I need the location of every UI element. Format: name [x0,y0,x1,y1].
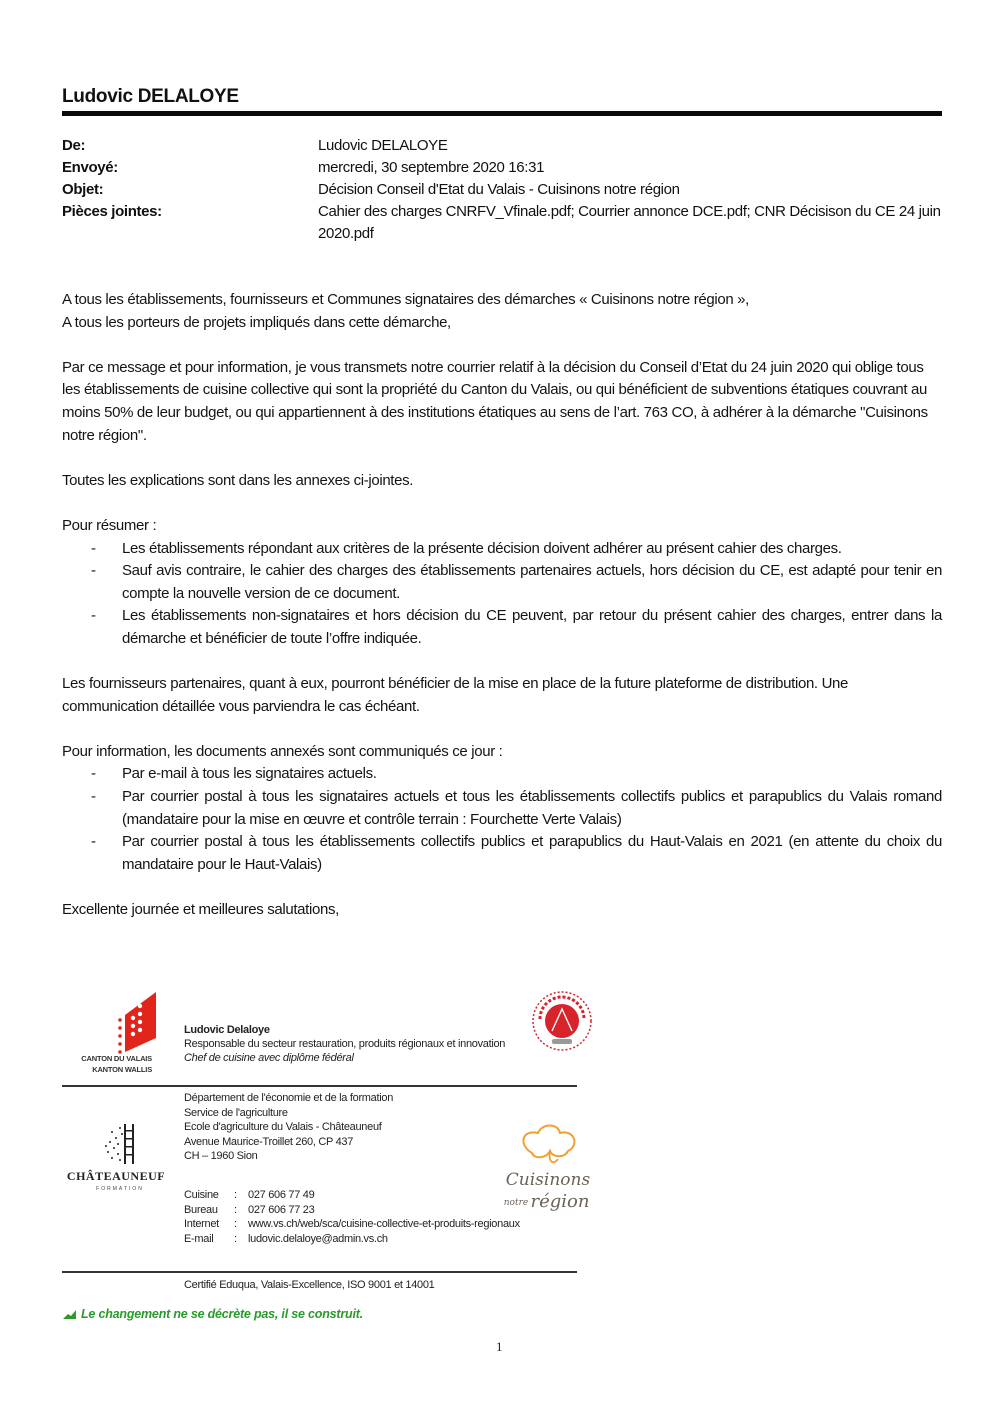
info-item: - Par courrier postal à tous les établissements collectifs publics et parapublics du Haut-Valais en 2021 (en attente du choix du mandataire pour le Haut-Valais) [91,833,942,873]
subject-value: Décision Conseil d'Etat du Valais - Cuisinons notre région [318,181,680,198]
plant-icon [62,1308,78,1320]
title-divider [62,111,942,116]
chateauneuf-logo-icon [62,1120,174,1200]
dash-bullet: - [91,562,96,580]
closing-line: Excellente journée et meilleures salutations, [62,901,339,919]
sent-value: mercredi, 30 septembre 2020 16:31 [318,159,545,176]
info-intro: Pour information, les documents annexés sont communiqués ce jour : [62,742,503,760]
svg-text:notre: notre [503,1198,529,1208]
signature-address: Département de l'économie et de la formation Service de l'agriculture Ecole d'agriculture du Valais - Châteauneuf Avenue Maurice-Troillet 260, CP 437 CH – 1960 Sion [184,1092,394,1162]
canton-logo-text: CANTON DU VALAIS KANTON WALLIS [81,1054,152,1074]
dash-bullet: - [91,607,96,625]
office-phone[interactable]: 027 606 77 23 [248,1203,315,1216]
document-title: Ludovic DELALOYE [62,86,239,107]
signature-name: Ludovic Delaloye [184,1024,270,1036]
info-item: - Par courrier postal à tous les signataires actuels et tous les établissements collectifs publics et parapublics du Valais romand (mandataire pour la mise en œuvre et contrôle terrain : Fourchette Verte Valais) [91,788,942,828]
summary-list [62,538,942,651]
summary-item: - Les établissements non-signataires et hors décision du CE peuvent, par retour du présent cahier des charges, entrer dans la démarche et bénéficier de toute l’offre indiquée. [91,607,942,647]
contact-row-office: Bureau : 027 606 77 23 [184,1203,315,1216]
paragraph-decision: Par ce message et pour information, je vous transmets notre courrier relatif à la décision du Conseil d’Etat du 24 juin 2020 qui oblige tous les établissements de cuisine collective qui sont la propriété du Canton du Valais, ou qui bénéficient de subventions étatiques couvrant au moins 50% de leur budget, ou qui appartiennent à des institutions étatiques au sens de l’art. 763 CO, à adhérer à la démarche "Cuisinons notre région". [62,358,928,444]
signature-role: Responsable du secteur restauration, produits régionaux et innovation [184,1038,506,1050]
subject-label: Objet: [62,181,104,198]
dash-bullet: - [91,765,96,783]
certification-text: Certifié Eduqua, Valais-Excellence, ISO 9001 et 14001 [184,1279,435,1291]
from-value: Ludovic DELALOYE [318,137,448,154]
signature-divider [62,1085,577,1087]
page-number: 1 [496,1339,503,1354]
header-from-row [62,135,942,157]
svg-text:région: région [530,1191,590,1212]
attachments-label: Pièces jointes: [62,203,162,220]
info-list [62,763,942,876]
signature-slogan: Le changement ne se décrète pas, il se construit. [62,1307,363,1321]
email-header [62,135,942,245]
summary-item: - Les établissements répondant aux critères de la présente décision doivent adhérer au présent cahier des charges. [62,538,942,561]
greeting-line-1: A tous les établissements, fournisseurs et Communes signataires des démarches « Cuisinons notre région », [62,291,749,308]
greeting-line-2: A tous les porteurs de projets impliqués dans cette démarche, [62,313,451,331]
svg-text:CHÂTEAUNEUF: CHÂTEAUNEUF [66,1169,166,1183]
signature-identity [184,1023,505,1065]
website-link[interactable]: www.vs.ch/web/sca/cuisine-collective-et-produits-regionaux [248,1218,520,1230]
summary-intro: Pour résumer : [62,516,157,534]
contact-row-email: E-mail : ludovic.delaloye@admin.vs.ch [184,1232,388,1245]
dash-bullet: - [91,788,96,806]
header-attachments-row [62,201,942,245]
kitchen-phone[interactable]: 027 606 77 49 [248,1189,315,1201]
attachments-value: Cahier des charges CNRFV_Vfinale.pdf; Courrier annonce DCE.pdf; CNR Décisison du CE 24 juin 2020.pdf [318,203,941,242]
email-link[interactable]: ludovic.delaloye@admin.vs.ch [248,1232,388,1245]
summary-item: - Sauf avis contraire, le cahier des charges des établissements partenaires actuels, hors décision du CE, est adapté pour tenir en compte la nouvelle version de ce document. [91,562,942,602]
contact-row-kitchen: Cuisine : 027 606 77 49 [184,1189,315,1201]
dash-bullet: - [91,833,96,851]
svg-text:Cuisinons: Cuisinons [505,1170,591,1190]
dash-bullet: - [91,539,96,557]
header-sent-row [62,157,942,179]
sent-label: Envoyé: [62,159,118,176]
contact-row-internet: Internet : www.vs.ch/web/sca/cuisine-collective-et-produits-regionaux [184,1218,520,1230]
header-subject-row [62,179,942,201]
signature-divider-bottom [62,1271,577,1273]
svg-text:FORMATION: FORMATION [96,1186,144,1192]
signature-contacts [184,1188,520,1246]
from-label: De: [62,137,86,154]
quality-seal-icon [530,989,594,1053]
paragraph-suppliers: Les fournisseurs partenaires, quant à eux, pourront bénéficier de la mise en place de la future plateforme de distribution. Une communication détaillée vous parviendra le cas échéant. [62,675,849,715]
email-signature [62,985,602,1335]
signature-qualification: Chef de cuisine avec diplôme fédéral [184,1052,354,1064]
paragraph-annexes: Toutes les explications sont dans les annexes ci-jointes. [62,471,414,489]
info-item: - Par e-mail à tous les signataires actuels. [62,763,942,786]
email-body [62,289,942,944]
